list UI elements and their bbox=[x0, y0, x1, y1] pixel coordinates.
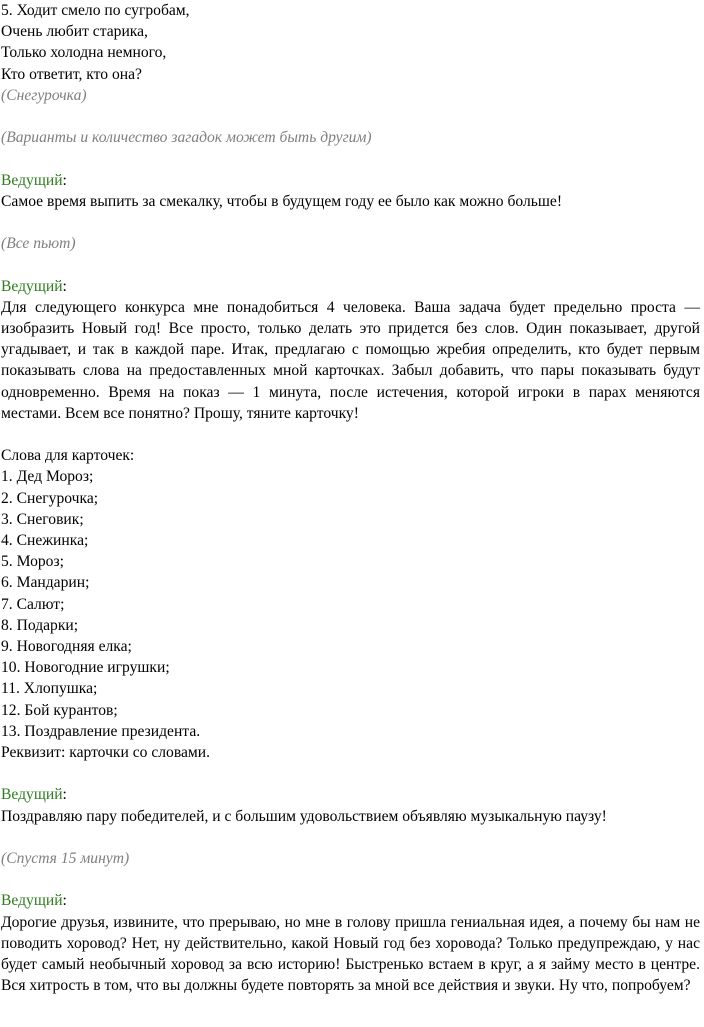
list-item: 13. Поздравление президента. bbox=[1, 722, 201, 740]
list-item: 4. Снежинка; bbox=[1, 532, 89, 549]
riddle-line: Кто ответит, кто она? bbox=[1, 65, 142, 83]
speaker-label: Ведущий: bbox=[1, 892, 67, 910]
list-item: 1. Дед Мороз; bbox=[1, 468, 94, 486]
riddle-line: Очень любит старика, bbox=[1, 23, 148, 41]
spacer bbox=[1, 212, 700, 233]
list-item: 7. Салют; bbox=[1, 595, 65, 613]
speech-text: Поздравляю пару победителей, и с большим удовольствием объявляю музыкальную паузу! bbox=[1, 807, 607, 825]
spacer bbox=[1, 763, 700, 784]
list-item: 2. Снегурочка; bbox=[1, 489, 99, 507]
spacer bbox=[1, 869, 700, 890]
speaker-name: Ведущий bbox=[1, 171, 63, 189]
speech-text: Самое время выпить за смекалку, чтобы в будущем году ее было как можно больше! bbox=[1, 192, 563, 210]
riddle-line: Только холодна немного, bbox=[1, 44, 167, 62]
list-item: 5. Мороз; bbox=[1, 553, 64, 571]
speaker-name: Ведущий bbox=[1, 786, 63, 804]
riddle-block bbox=[1, 0, 700, 106]
spacer bbox=[1, 254, 700, 275]
speech-text: Дорогие друзья, извините, что прерываю, но мне в голову пришла гениальная идея, а почему бы нам не поводить хоровод? Нет, ну действительно, какой Новый год без хоровода? Только предупреждаю, у нас будет самый необычный хоровод за всю историю! Быстренько встаем в круг, а я займу место в центре. Вся хитрость в том, что вы должны будете повторять за мной все действия и звуки. Ну что, попробуем? bbox=[1, 913, 700, 995]
list-item: 12. Бой курантов; bbox=[1, 701, 118, 719]
riddle-line: 5. Ходит смело по сугробам, bbox=[1, 2, 190, 19]
riddle-answer: (Снегурочка) bbox=[1, 86, 87, 104]
spacer bbox=[1, 106, 700, 127]
spacer bbox=[1, 148, 700, 169]
stage-note-drink: (Все пьют) bbox=[1, 235, 76, 253]
props-line: Реквизит: карточки со словами. bbox=[1, 744, 211, 762]
list-item: 11. Хлопушка; bbox=[1, 680, 98, 698]
spacer bbox=[1, 827, 700, 848]
list-item: 8. Подарки; bbox=[1, 616, 79, 634]
speech-text: Для следующего конкурса мне понадобиться 4 человека. Ваша задача будет предельно проста — изобразить Новый год! Все просто, только делать это придется без слов. Один показывает, другой угадывает, и так в каждой паре. Итак, предлагаю с помощью жребия определить, кто будет первым показывать слова на предоставленных мной карточках. Забыл добавить, что пары показывать будут одновременно. Время на показ — 1 минута, после истечения, которой игроки в парах меняются местами. Всем все понятно? Прошу, тяните карточку! bbox=[1, 298, 700, 422]
card-words-list bbox=[1, 445, 700, 763]
speaker-name: Ведущий bbox=[1, 277, 63, 295]
speaker-label: Ведущий: bbox=[1, 277, 67, 295]
list-item: 6. Мандарин; bbox=[1, 574, 90, 592]
spacer bbox=[1, 424, 700, 445]
stage-note-variants: (Варианты и количество загадок может быть другим) bbox=[1, 129, 372, 147]
stage-note-pause: (Спустя 15 минут) bbox=[1, 850, 130, 868]
speaker-label: Ведущий: bbox=[1, 786, 67, 804]
list-item: 9. Новогодняя елка; bbox=[1, 638, 132, 656]
speaker-label: Ведущий: bbox=[1, 171, 67, 189]
speaker-name: Ведущий bbox=[1, 892, 63, 910]
list-item: 3. Снеговик; bbox=[1, 510, 84, 528]
list-item: 10. Новогодние игрушки; bbox=[1, 659, 170, 677]
card-words-heading: Слова для карточек: bbox=[1, 447, 135, 465]
